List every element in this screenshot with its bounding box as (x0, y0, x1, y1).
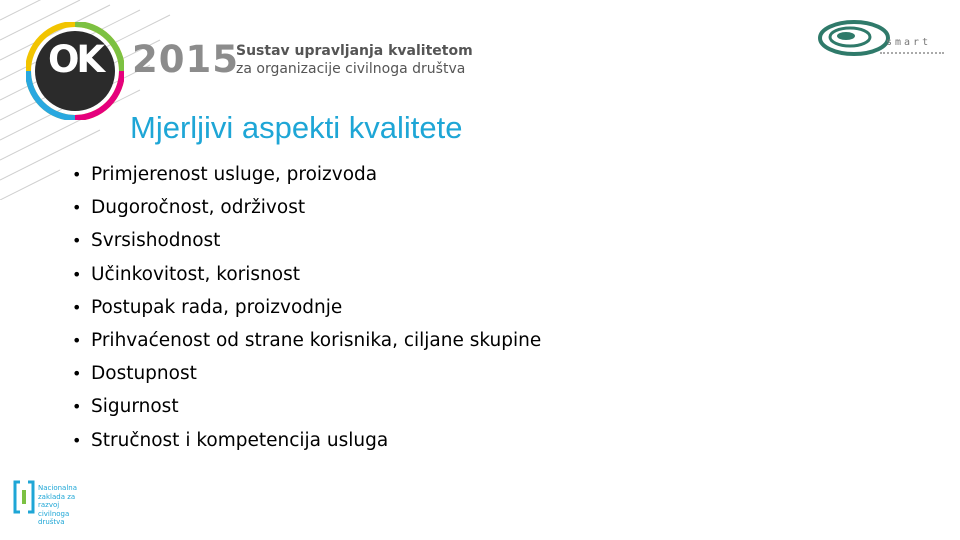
list-item-text: Dostupnost (91, 363, 197, 385)
bullet-dot-icon: • (72, 231, 82, 251)
bullet-dot-icon: • (72, 397, 82, 417)
bullet-dot-icon: • (72, 165, 82, 184)
bullet-dot-icon: • (72, 264, 82, 284)
bullet-dot-icon: • (72, 297, 82, 317)
list-item (70, 226, 541, 259)
list-item (70, 359, 541, 392)
footer-logo-text (38, 484, 88, 527)
list-item (70, 293, 541, 326)
bullet-list (70, 160, 541, 459)
list-item-text: Stručnost i kompetencija usluga (91, 429, 389, 451)
bullet-dot-icon: • (72, 364, 82, 384)
list-item (70, 426, 541, 459)
footer-logo-line: društva (38, 518, 65, 527)
list-item (70, 326, 541, 359)
list-item (70, 160, 541, 193)
header-tagline-line1: Sustav upravljanja kvalitetom (236, 43, 473, 59)
footer-logo-line: civilnoga (38, 509, 70, 518)
bracket-person-icon (12, 480, 36, 514)
bullet-dot-icon: • (72, 430, 82, 450)
list-item-text: Primjerenost usluge, proizvoda (91, 164, 378, 185)
bullet-dot-icon: • (72, 330, 82, 350)
slide-title: Mjerljivi aspekti kvalitete (130, 110, 463, 145)
header-tagline-line2: za organizacije civilnoga društva (236, 61, 466, 77)
list-item-text: Učinkovitost, korisnost (91, 263, 300, 285)
list-item-text: Sigurnost (91, 396, 179, 418)
list-item (70, 260, 541, 293)
list-item-text: Svrsishodnost (91, 230, 221, 252)
partner-logo-name: smart (886, 37, 932, 48)
list-item-text: Dugoročnost, održivost (91, 197, 306, 219)
header-year: 2015 (132, 38, 239, 81)
ok-badge-text: OK (47, 38, 103, 81)
list-item (70, 193, 541, 226)
list-item-text: Postupak rada, proizvodnje (91, 296, 343, 318)
list-item (70, 392, 541, 425)
list-item-text: Prihvaćenost od strane korisnika, ciljane skupine (91, 329, 542, 351)
partner-logo-underline (880, 52, 944, 56)
bullet-dot-icon: • (72, 198, 82, 218)
footer-logo-line: Nacionalna (38, 484, 77, 492)
footer-logo-line: razvoj (38, 501, 60, 510)
footer-logo-line: zaklada za (38, 492, 76, 501)
